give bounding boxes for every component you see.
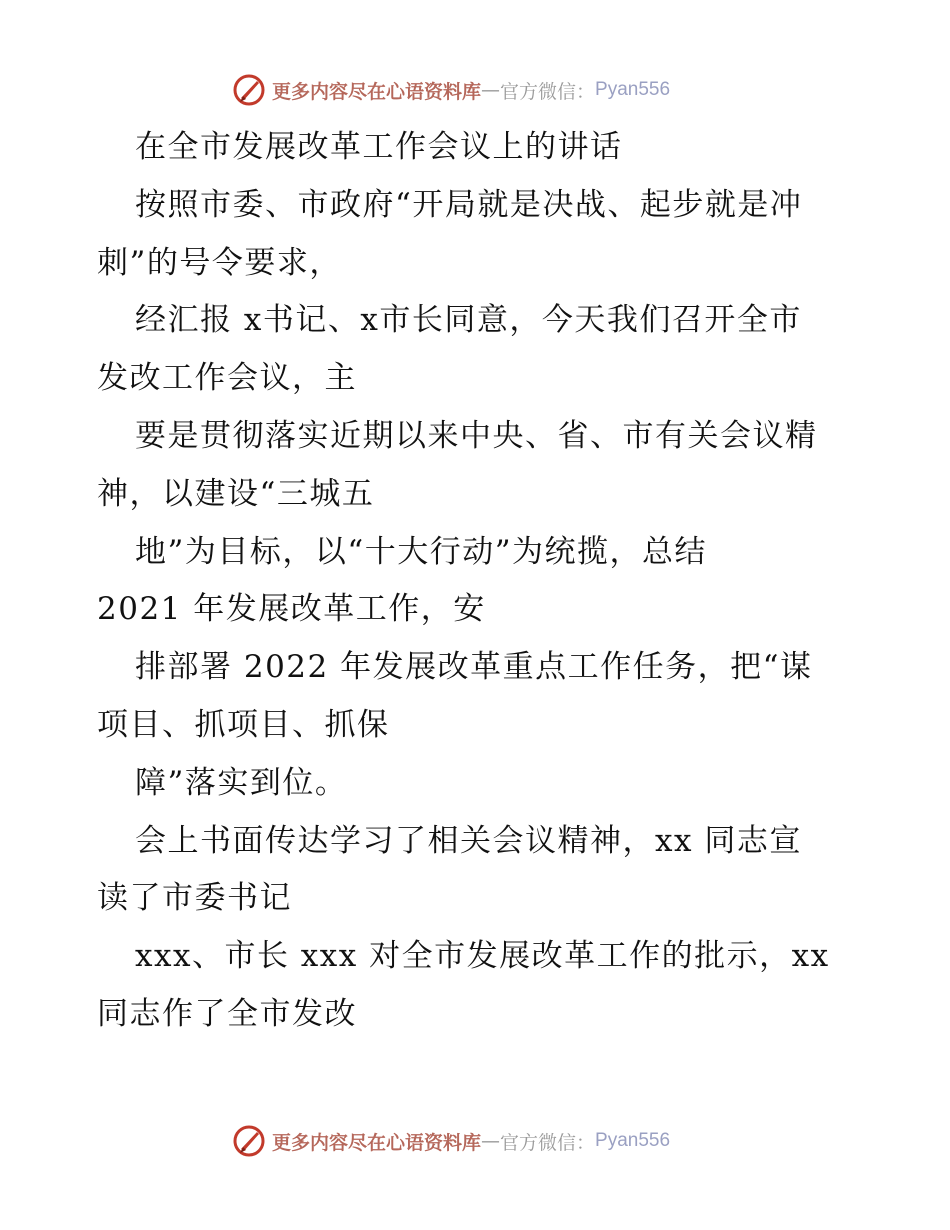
text-line: 2021 年发展改革工作，安 (97, 591, 486, 628)
text-line: 项目、抓项目、抓保 (97, 706, 390, 743)
watermark-separator: — (481, 79, 501, 101)
text-line: 按照市委、市政府“开局就是决战、起步就是冲 (135, 186, 803, 223)
quill-pen-logo-icon (232, 1124, 266, 1158)
text-line: 地”为目标，以“十大行动”为统揽，总结 (135, 533, 708, 570)
text-line: 读了市委书记 (97, 880, 292, 917)
text-line: 神，以建设“三城五 (97, 475, 375, 512)
footer-watermark (232, 1123, 670, 1159)
watermark-wechat-id: Pyan556 (595, 79, 671, 100)
text-line: 要是贯彻落实近期以来中央、省、市有关会议精 (135, 417, 818, 454)
watermark-separator: — (481, 1130, 501, 1152)
watermark-text: 更多内容尽在心语资料库 (272, 1131, 482, 1154)
text-line: 经汇报 x书记、x市长同意，今天我们召开全市 (135, 302, 802, 339)
watermark-wechat-id: Pyan556 (595, 1130, 671, 1151)
document-title: 在全市发展改革工作会议上的讲话 (135, 129, 623, 165)
text-line: 同志作了全市发改 (97, 995, 357, 1032)
header-watermark (232, 72, 670, 108)
text-line: xxx、市长 xxx 对全市发展改革工作的批示，xx (135, 938, 830, 975)
watermark-text: 更多内容尽在心语资料库 (272, 80, 482, 103)
document-body (97, 119, 857, 1044)
text-line: 刺”的号令要求， (97, 244, 342, 281)
text-line: 会上书面传达学习了相关会议精神，xx 同志宣 (135, 822, 802, 859)
text-line: 排部署 2022 年发展改革重点工作任务，把“谋 (135, 649, 813, 686)
text-line: 发改工作会议，主 (97, 360, 357, 397)
watermark-wechat-label: 官方微信： (500, 80, 596, 103)
watermark-wechat-label: 官方微信： (500, 1131, 596, 1154)
quill-pen-logo-icon (232, 73, 266, 107)
text-line: 障”落实到位。 (135, 764, 348, 801)
